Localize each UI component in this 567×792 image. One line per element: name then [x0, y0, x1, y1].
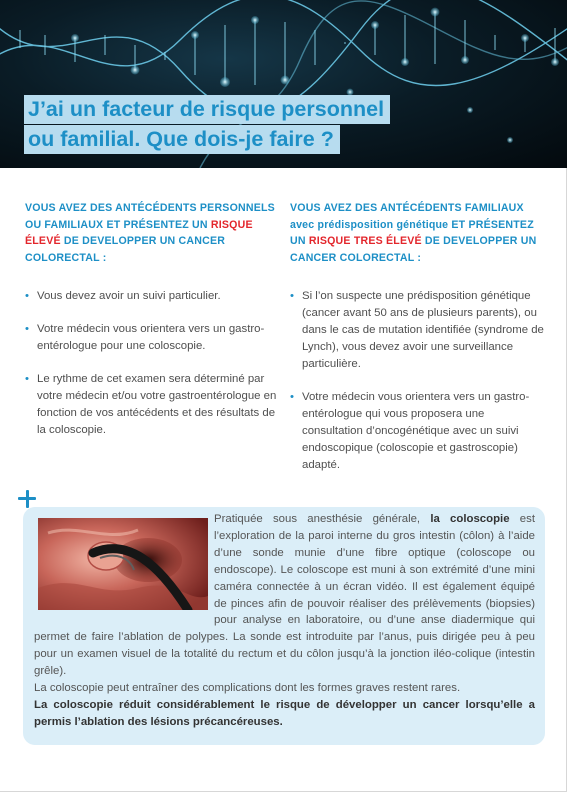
conclusion-note: La coloscopie réduit considérablement le risque de développer un cancer lorsqu’elle a permis l’ablation des lésions précancéreuses. [34, 698, 535, 728]
left-column-heading: VOUS AVEZ DES ANTÉCÉDENTS PERSONNELS OU FAMILIAUX ET PRÉSENTEZ UN RISQUE ÉLEVÉ DE DEVELOPPER UN CANCER COLORECTAL : [25, 202, 275, 264]
list-item: • Si l’on suspecte une prédisposition génétique (cancer avant 50 ans de plusieurs parents), ou dans le cas de mutation identifiée (syndrome de Lynch), vous devez avoir une surveillance particulière. [290, 288, 545, 373]
colonoscopy-term: la coloscopie [430, 513, 510, 525]
list-item: • Vous devez avoir un suivi particulier. [25, 288, 279, 305]
title-line-2: ou familial. Que dois-je faire ? [24, 125, 340, 154]
right-column [290, 200, 545, 490]
colonoscopy-description: Pratiquée sous anesthésie générale, la coloscopie est l’exploration de la paroi interne du gros intestin (côlon) à l’aide d’une sonde munie d’une fibre optique (coloscope ou endoscope). Le coloscope est muni à son extrémité d’une mini caméra connectée à un écran vidéo. Il est également équipé de pinces afin de pouvoir réaliser des prélèvements (biopsies) pour analyse en laboratoire, ou d’une anse diadermique qui permet de faire l’ablation de polypes. La sonde est introduite par l’anus, puis dirigée peu à peu pour un examen visuel de la totalité du rectum et du côlon jusqu’à la jonction iléo-colique (intestin grêle). La coloscopie peut entraîner des complications dont les formes graves restent rares. La coloscopie réduit considérablement le risque de développer un cancer lorsqu’elle a permis l’ablation des lésions précancéreuses. [34, 513, 535, 728]
plus-icon [18, 490, 36, 508]
list-item: • Votre médecin vous orientera vers un gastro-entérologue qui vous proposera une consultation d’oncogénétique avec un suivi endoscopique (coloscopie et gastroscopie) adapté. [290, 389, 545, 474]
page-title [24, 95, 390, 154]
risk-level-label: RISQUE TRES ÉLEVÉ [308, 235, 422, 247]
header-banner [0, 0, 567, 168]
list-item: • Le rythme de cet examen sera déterminé par votre médecin et/ou votre gastroentérologue en fonction de vos antécédents et des résultats de la coloscopie. [25, 371, 279, 439]
risk-level-label: RISQUE ÉLEVÉ [25, 218, 253, 247]
left-column [25, 200, 279, 455]
title-line-1: J’ai un facteur de risque personnel [24, 95, 390, 124]
photo-spacer [34, 511, 214, 614]
right-column-heading: VOUS AVEZ DES ANTÉCÉDENTS FAMILIAUX avec prédisposition génétique ET PRÉSENTEZ UN RISQUE TRES ÉLEVÉ DE DEVELOPPER UN CANCER COLORECTAL : [290, 202, 537, 264]
list-item: • Votre médecin vous orientera vers un gastro-entérologue pour une coloscopie. [25, 321, 279, 355]
complications-note: La coloscopie peut entraîner des complications dont les formes graves restent rares. [34, 682, 461, 695]
